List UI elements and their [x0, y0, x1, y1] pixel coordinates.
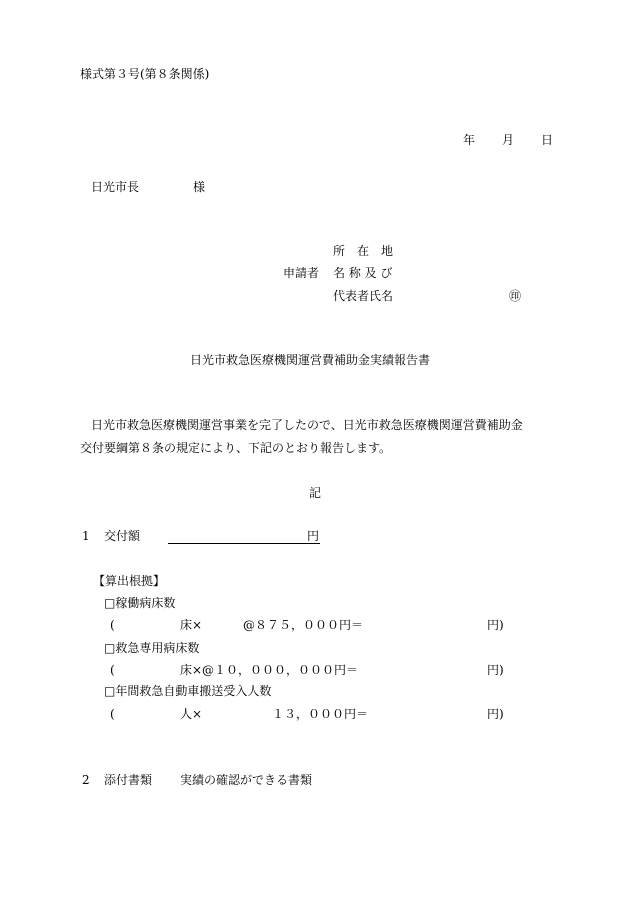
item-2-label: 添付書類: [104, 773, 153, 787]
basis-row-2-label: □救急専用病床数: [104, 641, 200, 655]
date-month-label: 月: [502, 133, 515, 147]
item-2-number: 2: [82, 773, 90, 787]
body-text-line-2: 交付要綱第８条の規定により、下記のとおり報告します。: [80, 441, 392, 455]
body-text-line-1: 日光市救急医療機関運営事業を完了したので、日光市救急医療機関運営費補助金: [91, 418, 523, 432]
item-1-unit: 円: [307, 529, 320, 543]
honorific: 様: [193, 180, 206, 194]
basis-row-3-close: 円): [487, 707, 504, 721]
ki-marker: 記: [309, 486, 322, 500]
seal-mark: ㊞: [509, 289, 522, 303]
basis-row-3-open-paren: (: [110, 707, 115, 721]
basis-row-3-rate: １３，０００円＝: [272, 707, 369, 721]
item-2-value: 実績の確認ができる書類: [180, 773, 313, 787]
basis-row-1-unit: 床×: [180, 618, 203, 632]
basis-row-1-open-paren: (: [110, 618, 115, 632]
date-year-label: 年: [463, 133, 476, 147]
basis-row-3-unit: 人×: [180, 707, 203, 721]
location-label: 所 在 地: [333, 244, 394, 258]
grant-amount-underline: [168, 543, 320, 544]
basis-row-2-close: 円): [487, 663, 504, 677]
name-label: 名 称 及 び: [333, 266, 393, 280]
basis-row-2-open-paren: (: [110, 663, 115, 677]
addressee: 日光市長: [91, 180, 140, 194]
basis-row-1-rate: @８７５，０００円＝: [243, 618, 364, 632]
representative-label: 代表者氏名: [333, 289, 394, 303]
basis-row-3-label: □年間救急自動車搬送受入人数: [104, 684, 272, 698]
applicant-label: 申請者: [283, 266, 320, 280]
basis-heading: 【算出根拠】: [93, 574, 166, 588]
item-1-number: 1: [82, 529, 90, 543]
form-number: 様式第３号(第８条関係): [80, 67, 210, 81]
document-title: 日光市救急医療機関運営費補助金実績報告書: [190, 353, 431, 367]
basis-row-2-unit: 床×@１０，０００，０００円＝: [180, 663, 359, 677]
date-day-label: 日: [541, 133, 554, 147]
basis-row-1-close: 円): [487, 618, 504, 632]
basis-row-1-label: □稼働病床数: [104, 596, 176, 610]
item-1-label: 交付額: [104, 529, 141, 543]
